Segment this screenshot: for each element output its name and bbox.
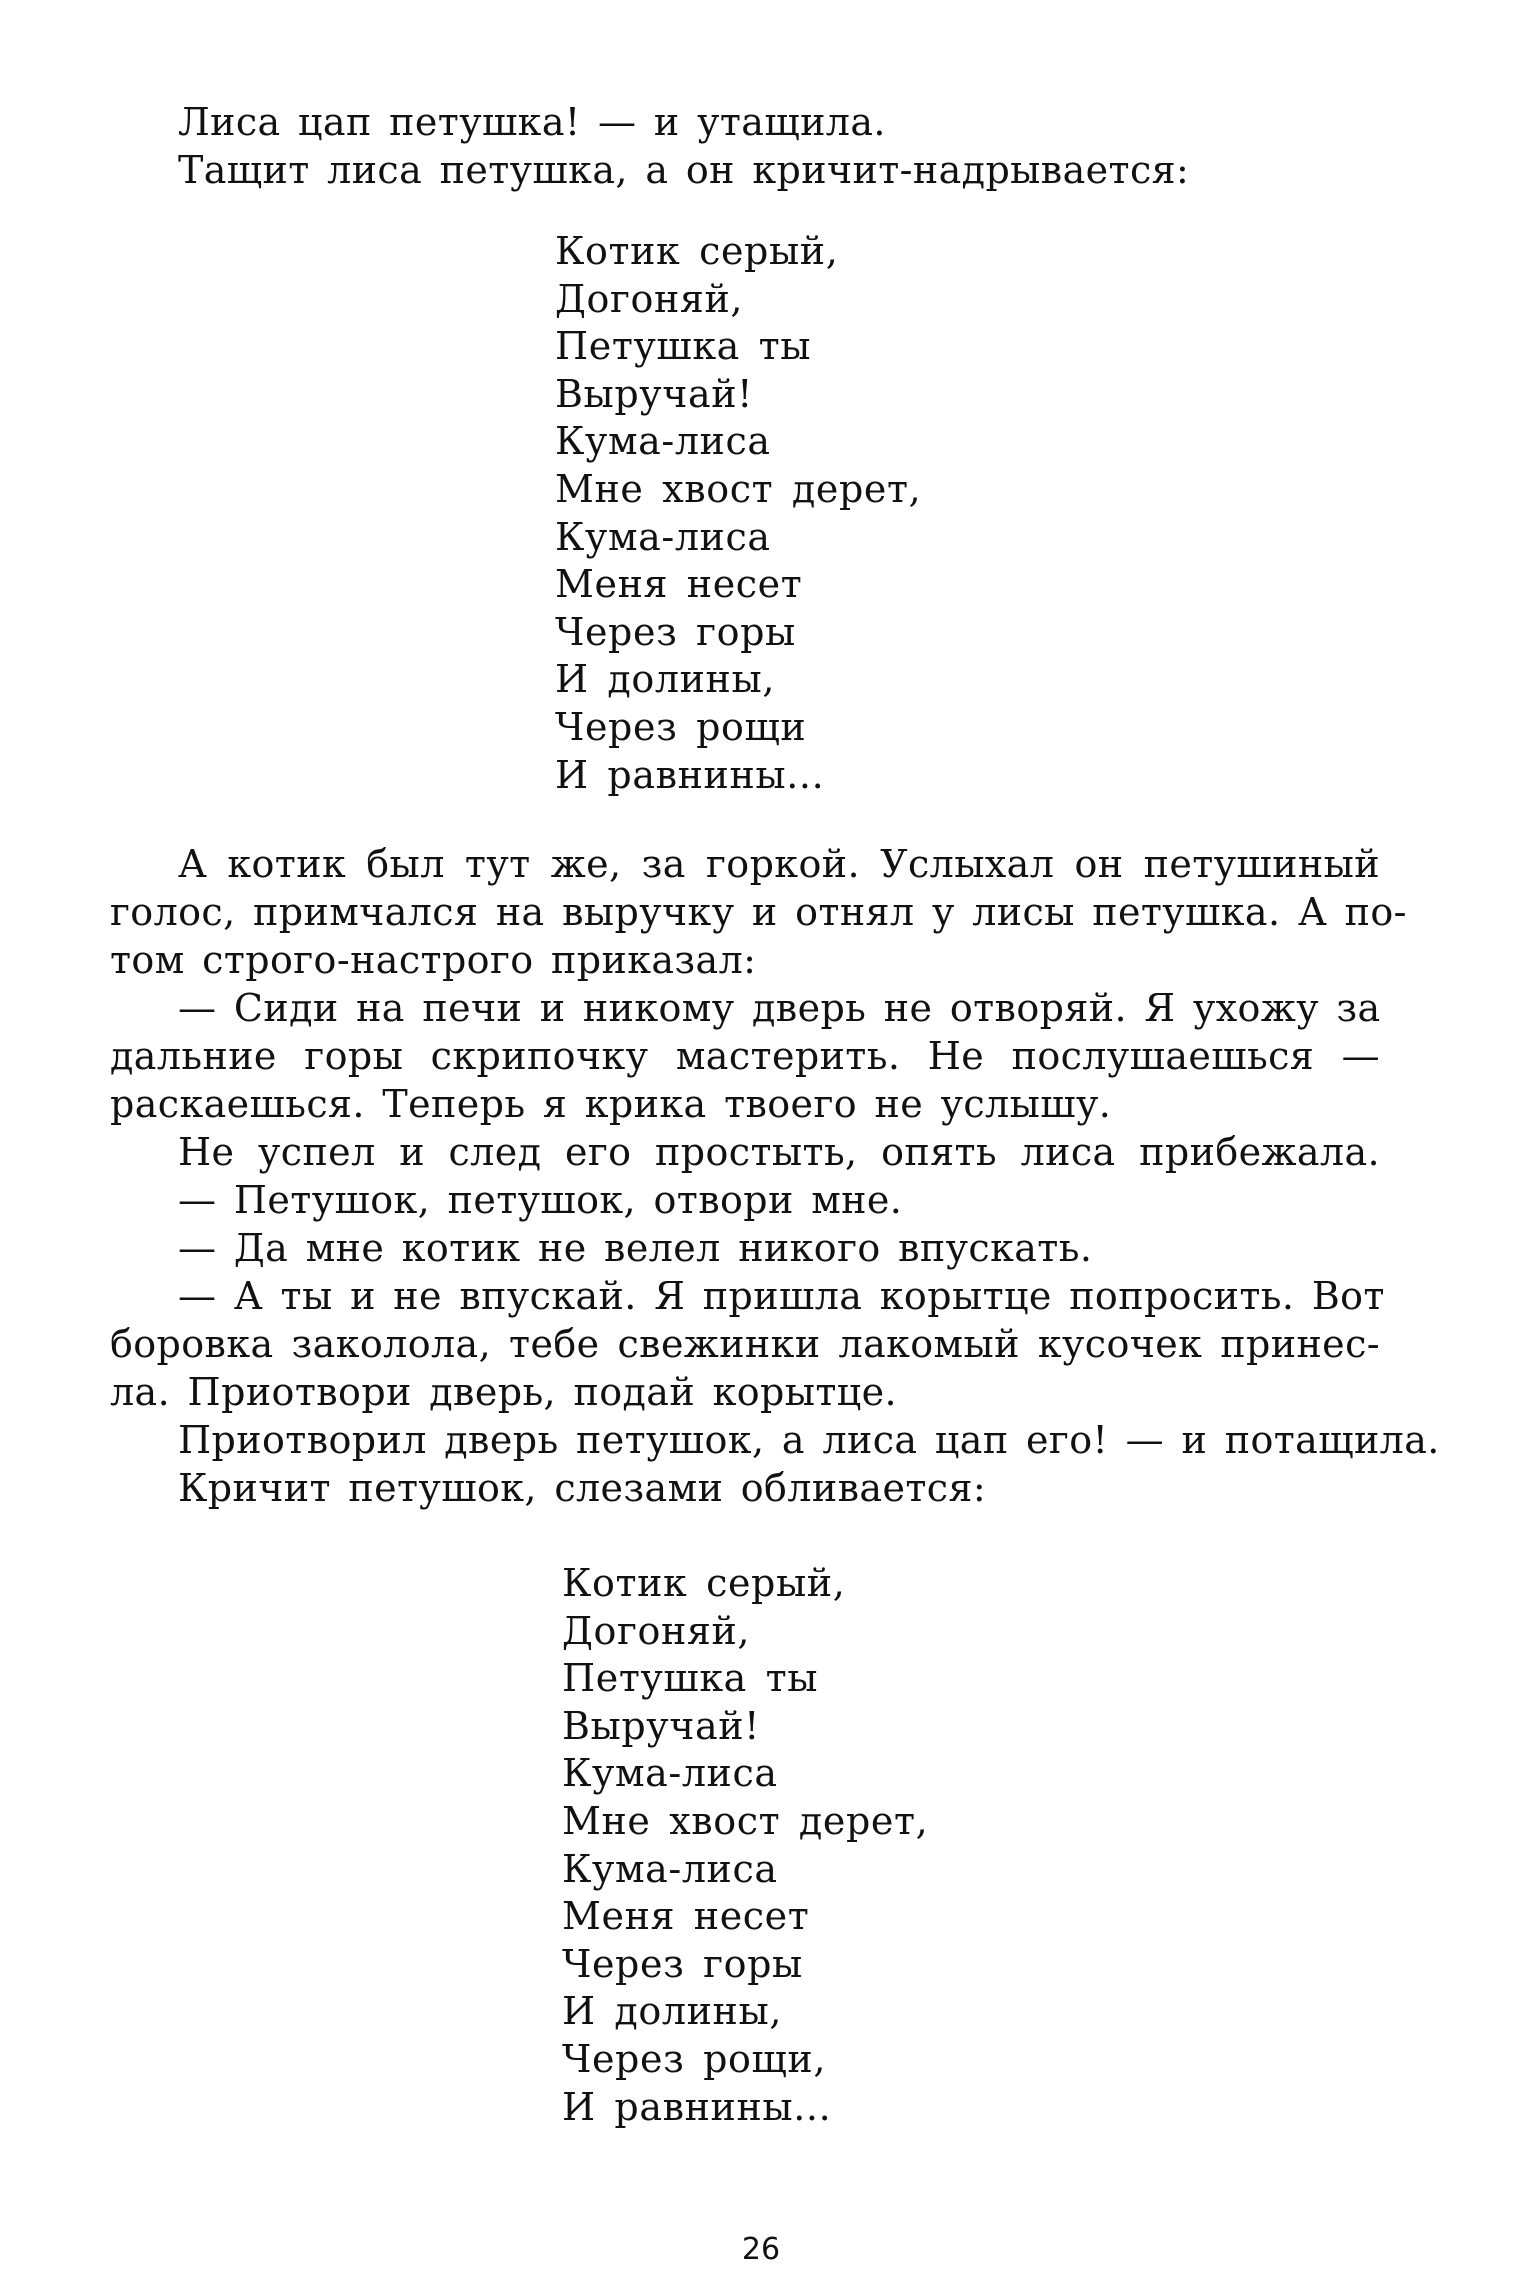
prose-line: Не успел и след его простыть, опять лиса прибежала. [178, 1130, 1380, 1174]
verse-line: Кума-лиса [555, 419, 771, 464]
verse-line: И долины, [562, 1989, 783, 2034]
verse-stanza-2 [562, 1560, 928, 2131]
prose-line: Кричит петушок, слезами обливается: [178, 1466, 987, 1510]
verse-line: Кума-лиса [555, 514, 771, 559]
verse-line: Через горы [555, 609, 796, 654]
verse-line: Мне хвост дерет, [555, 466, 922, 511]
verse-line: Кума-лиса [562, 1846, 778, 1891]
verse-line: Через рощи [555, 704, 807, 749]
prose-line: боровка заколола, тебе свежинки лакомый кусочек принес- [110, 1322, 1380, 1366]
verse-line: Котик серый, [555, 229, 839, 273]
verse-line: И равнины... [562, 2084, 832, 2129]
verse-line: Через рощи, [562, 2036, 827, 2081]
prose-line: раскаешься. Теперь я крика твоего не услышу. [110, 1082, 1112, 1126]
paragraph-line: Лиса цап петушка! — и утащила. [178, 100, 886, 144]
page-number: 26 [741, 2232, 781, 2267]
verse-line: Котик серый, [562, 1561, 846, 1605]
prose-line: — Сиди на печи и никому дверь не отворяй. Я ухожу за [178, 986, 1381, 1030]
verse-line: Кума-лиса [562, 1751, 778, 1796]
verse-line: Через горы [562, 1941, 803, 1986]
verse-line: Мне хвост дерет, [562, 1798, 929, 1843]
prose-line: — А ты и не впускай. Я пришла корытце попросить. Вот [178, 1274, 1385, 1318]
verse-line: Догоняй, [562, 1608, 751, 1653]
prose-line: голос, примчался на выручку и отнял у лисы петушка. А по- [110, 890, 1407, 934]
prose-line: — Да мне котик не велел никого впускать. [178, 1226, 1093, 1270]
prose-line: — Петушок, петушок, отвори мне. [178, 1178, 903, 1222]
prose-line: ла. Приотвори дверь, подай корытце. [110, 1370, 897, 1414]
verse-line: И долины, [555, 657, 776, 702]
paragraph-line: Тащит лиса петушка, а он кричит-надрывается: [178, 148, 1190, 192]
verse-line: Петушка ты [562, 1656, 819, 1701]
verse-line: И равнины... [555, 752, 825, 797]
opening-paragraphs [110, 98, 1380, 194]
verse-line: Меня несет [562, 1894, 810, 1939]
prose-line: том строго-настрого приказал: [110, 938, 757, 982]
verse-line: Меня несет [555, 562, 803, 607]
verse-stanza-1 [555, 228, 921, 799]
verse-line: Петушка ты [555, 324, 812, 369]
verse-line: Выручай! [562, 1703, 761, 1748]
verse-line: Догоняй, [555, 276, 744, 321]
prose-body [110, 840, 1440, 1512]
prose-line: А котик был тут же, за горкой. Услыхал он петушиный [178, 842, 1380, 886]
verse-line: Выручай! [555, 371, 754, 416]
prose-line: Приотворил дверь петушок, а лиса цап его! — и потащила. [178, 1418, 1440, 1462]
prose-line: дальние горы скрипочку мастерить. Не послушаешься — [110, 1034, 1380, 1078]
